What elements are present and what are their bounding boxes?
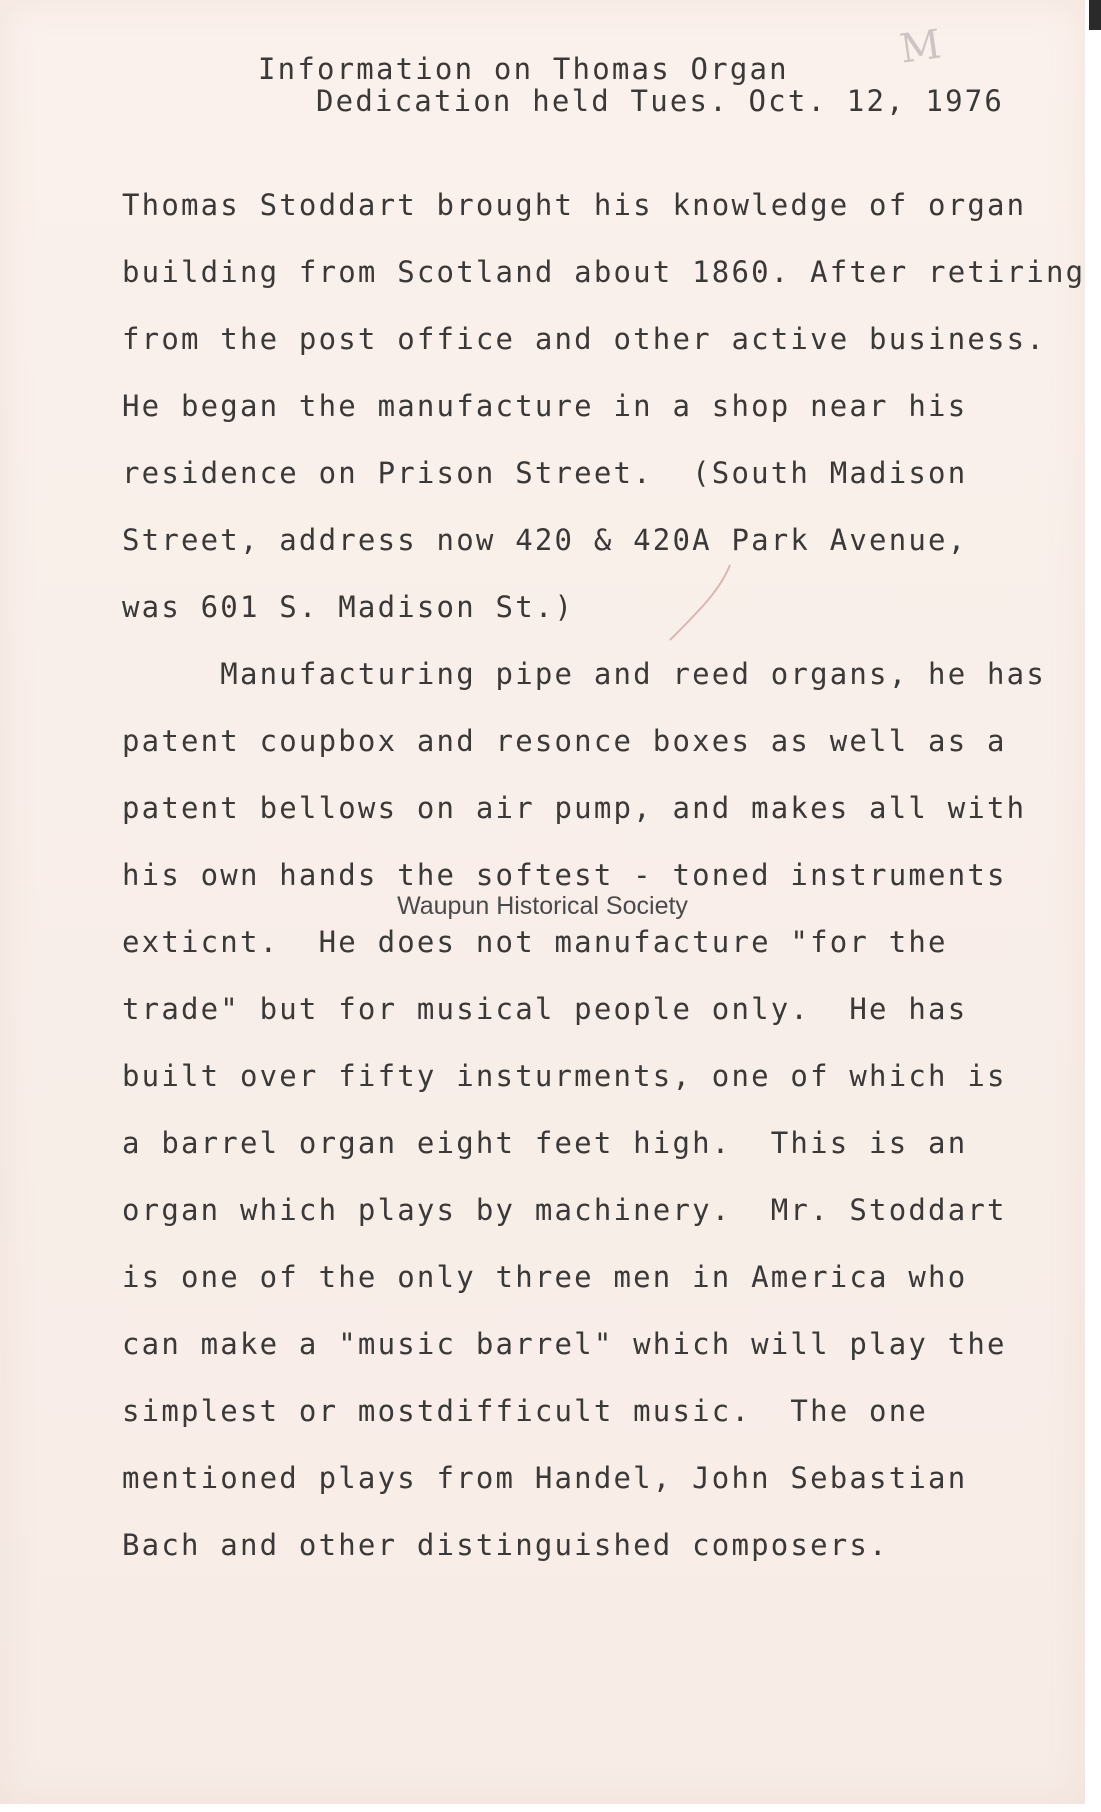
body-line: He began the manufacture in a shop near his [122,389,968,423]
body-line: organ which plays by machinery. Mr. Stoddart [122,1193,1007,1227]
body-line: residence on Prison Street. (South Madison [122,456,968,490]
body-line: from the post office and other active business. [122,322,1046,356]
body-line: Thomas Stoddart brought his knowledge of organ [122,188,1027,222]
body-line: exticnt. He does not manufacture "for the [122,925,948,959]
body-line: simplest or mostdifficult music. The one [122,1394,929,1428]
body-line: Bach and other distinguished composers. [122,1528,889,1562]
document-title-line-2: Dedication held Tues. Oct. 12, 1976 [316,84,1005,118]
body-line: built over fifty insturments, one of which is [122,1059,1007,1093]
page-edge [1085,0,1101,1812]
pencil-mark [660,560,740,650]
body-line: trade" but for musical people only. He has [122,992,968,1026]
body-line: Street, address now 420 & 420A Park Avenue, [122,523,968,557]
body-line: is one of the only three men in America who [122,1260,968,1294]
body-line: mentioned plays from Handel, John Sebastian [122,1461,968,1495]
body-line: patent coupbox and resonce boxes as well as a [122,724,1007,758]
body-line: patent bellows on air pump, and makes all with [122,791,1027,825]
document-title-line-1: Information on Thomas Organ [258,52,789,86]
handwritten-corner-mark: M [896,21,944,73]
body-line: building from Scotland about 1860. After retiring [122,255,1085,289]
watermark: Waupun Historical Society [397,892,688,920]
body-line: a barrel organ eight feet high. This is an [122,1126,968,1160]
body-line: his own hands the softest - toned instruments [122,858,1007,892]
body-line: was 601 S. Madison St.) [122,590,575,624]
scan-corner [1089,0,1101,30]
body-line: Manufacturing pipe and reed organs, he has [122,657,1046,691]
body-line: can make a "music barrel" which will play the [122,1327,1007,1361]
